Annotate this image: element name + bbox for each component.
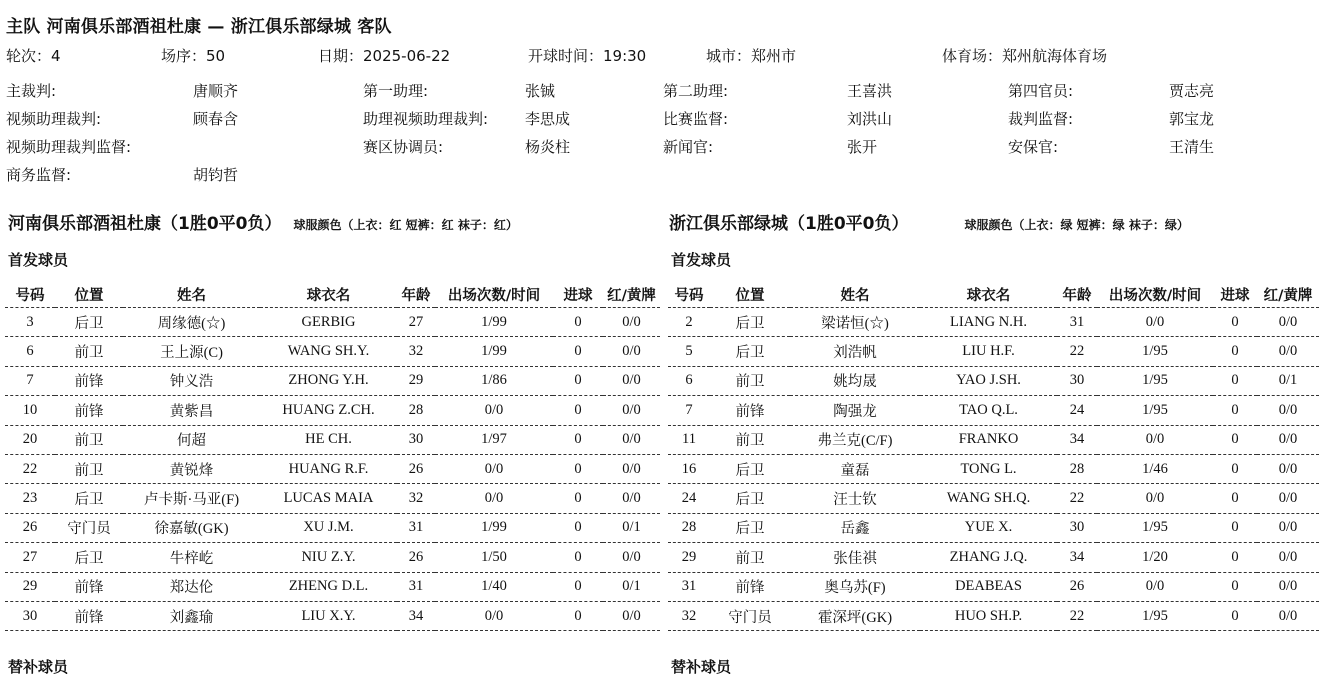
table-cell: 24 (668, 484, 710, 513)
table-cell: 31 (668, 572, 710, 601)
table-cell: 前锋 (55, 366, 123, 395)
table-cell: 31 (397, 513, 435, 542)
table-cell: ZHANG J.Q. (920, 543, 1057, 572)
official-name: 张铖 (525, 82, 556, 100)
table-cell: 陶强龙 (790, 396, 920, 425)
table-cell: HE CH. (260, 425, 397, 454)
table-cell: 黄紫昌 (123, 396, 260, 425)
away-team-name: 浙江俱乐部绿城（1胜0平0负） (669, 214, 909, 234)
table-cell: 30 (5, 601, 55, 630)
column-header: 球衣名 (920, 281, 1057, 308)
table-cell: 张佳祺 (790, 543, 920, 572)
table-header-row (5, 281, 660, 308)
official-role: 第二助理: (663, 82, 729, 100)
table-cell: 1/20 (1097, 543, 1213, 572)
table-cell: 0/0 (1257, 425, 1319, 454)
table-cell: 前卫 (710, 366, 790, 395)
official-name: 顾春含 (193, 110, 239, 128)
table-cell: 前卫 (55, 425, 123, 454)
table-cell: 1/50 (435, 543, 553, 572)
table-cell: 1/99 (435, 513, 553, 542)
city: 城市：郑州市 (706, 47, 797, 65)
table-cell: 7 (5, 366, 55, 395)
home-roster-table (5, 281, 660, 631)
table-cell: 0 (1213, 454, 1257, 483)
official-role: 赛区协调员: (363, 138, 444, 156)
table-cell: 28 (397, 396, 435, 425)
table-cell: 0/0 (1257, 454, 1319, 483)
table-cell: 前卫 (55, 337, 123, 366)
table-cell: 2 (668, 308, 710, 337)
table-cell: 梁诺恒(☆) (790, 308, 920, 337)
table-cell: 0 (1213, 484, 1257, 513)
page-title: 主队 河南俱乐部酒祖杜康 — 浙江俱乐部绿城 客队 (6, 17, 392, 37)
table-cell: 1/40 (435, 572, 553, 601)
table-cell: 28 (668, 513, 710, 542)
table-cell: 姚均晟 (790, 366, 920, 395)
table-cell: 0/0 (435, 454, 553, 483)
officials-row (0, 108, 1329, 130)
table-row (668, 513, 1319, 542)
table-cell: 0 (553, 366, 603, 395)
column-header: 年龄 (1057, 281, 1097, 308)
table-cell: 0/0 (603, 543, 660, 572)
table-cell: 1/95 (1097, 513, 1213, 542)
table-row (668, 396, 1319, 425)
table-cell: 23 (5, 484, 55, 513)
table-cell: 22 (1057, 601, 1097, 630)
table-cell: 0/0 (1257, 601, 1319, 630)
official-role: 第四官员: (1008, 82, 1074, 100)
table-cell: 29 (397, 366, 435, 395)
table-cell: 31 (397, 572, 435, 601)
stadium: 体育场：郑州航海体育场 (942, 47, 1108, 65)
table-row (5, 337, 660, 366)
table-cell: 32 (397, 337, 435, 366)
official-role: 主裁判: (6, 82, 57, 100)
table-cell: 26 (5, 513, 55, 542)
table-cell: ZHENG D.L. (260, 572, 397, 601)
table-cell: 0 (1213, 543, 1257, 572)
table-cell: 0 (1213, 601, 1257, 630)
table-cell: 0/0 (1257, 484, 1319, 513)
official-role: 新闻官: (663, 138, 714, 156)
table-cell: 0/0 (603, 454, 660, 483)
table-cell: 前锋 (55, 396, 123, 425)
table-cell: 29 (668, 543, 710, 572)
table-row (5, 484, 660, 513)
table-row (5, 396, 660, 425)
table-cell: HUO SH.P. (920, 601, 1057, 630)
table-cell: 1/95 (1097, 337, 1213, 366)
table-cell: 前卫 (55, 454, 123, 483)
home-starters-label: 首发球员 (8, 251, 69, 269)
table-cell: 0/0 (603, 337, 660, 366)
table-row (5, 513, 660, 542)
table-cell: 0/0 (1257, 337, 1319, 366)
table-cell: 0/0 (1257, 396, 1319, 425)
official-name: 刘洪山 (847, 110, 893, 128)
table-cell: 1/95 (1097, 396, 1213, 425)
table-cell: 0/0 (603, 484, 660, 513)
table-cell: XU J.M. (260, 513, 397, 542)
table-row (5, 366, 660, 395)
table-cell: 0/0 (1097, 484, 1213, 513)
table-cell: 6 (5, 337, 55, 366)
table-row (668, 337, 1319, 366)
table-cell: 0/0 (435, 601, 553, 630)
table-cell: 0 (553, 337, 603, 366)
home-kit-colors: 球服颜色（上衣：红 短裤：红 袜子：红） (293, 218, 518, 232)
table-cell: 刘浩帆 (790, 337, 920, 366)
table-cell: 0 (553, 513, 603, 542)
table-cell: 0/0 (435, 484, 553, 513)
table-cell: 1/95 (1097, 601, 1213, 630)
table-cell: 0/0 (1097, 425, 1213, 454)
table-cell: TAO Q.L. (920, 396, 1057, 425)
table-cell: 0/1 (603, 572, 660, 601)
table-row (5, 543, 660, 572)
table-cell: 1/46 (1097, 454, 1213, 483)
table-cell: 0 (553, 454, 603, 483)
table-cell: 0/0 (1097, 572, 1213, 601)
table-cell: 0 (1213, 337, 1257, 366)
table-cell: 前卫 (710, 425, 790, 454)
table-cell: 0/0 (603, 366, 660, 395)
table-cell: 31 (1057, 308, 1097, 337)
table-cell: 0 (553, 572, 603, 601)
table-cell: 34 (1057, 425, 1097, 454)
table-cell: 16 (668, 454, 710, 483)
table-cell: 30 (1057, 513, 1097, 542)
table-cell: 0/0 (435, 396, 553, 425)
table-cell: 26 (397, 454, 435, 483)
home-team-name: 河南俱乐部酒祖杜康（1胜0平0负） (8, 214, 282, 234)
column-header: 出场次数/时间 (435, 281, 553, 308)
table-row (5, 308, 660, 337)
table-cell: 22 (1057, 337, 1097, 366)
table-cell: 王上源(C) (123, 337, 260, 366)
table-cell: 何超 (123, 425, 260, 454)
table-cell: 3 (5, 308, 55, 337)
table-row (668, 425, 1319, 454)
round: 轮次：4 (6, 47, 61, 65)
table-cell: 0 (553, 543, 603, 572)
column-header: 位置 (55, 281, 123, 308)
table-cell: 34 (397, 601, 435, 630)
table-cell: 后卫 (710, 513, 790, 542)
official-name: 杨炎柱 (525, 138, 571, 156)
table-cell: 卢卡斯·马亚(F) (123, 484, 260, 513)
home-subs-label: 替补球员 (8, 658, 69, 676)
table-cell: 1/97 (435, 425, 553, 454)
officials-row (0, 80, 1329, 102)
official-name: 郭宝龙 (1169, 110, 1215, 128)
table-row (668, 366, 1319, 395)
column-header: 进球 (1213, 281, 1257, 308)
table-cell: 0 (553, 425, 603, 454)
official-role: 商务监督: (6, 166, 72, 184)
table-cell: 22 (1057, 484, 1097, 513)
table-cell: 10 (5, 396, 55, 425)
match-info (0, 45, 1329, 67)
table-cell: 1/99 (435, 308, 553, 337)
column-header: 球衣名 (260, 281, 397, 308)
table-cell: 前锋 (55, 601, 123, 630)
table-cell: 前锋 (710, 572, 790, 601)
table-cell: 黄锐烽 (123, 454, 260, 483)
table-cell: LIU H.F. (920, 337, 1057, 366)
table-cell: 0 (1213, 572, 1257, 601)
away-kit-colors: 球服颜色（上衣：绿 短裤：绿 袜子：绿） (964, 218, 1189, 232)
table-cell: YUE X. (920, 513, 1057, 542)
table-cell: 刘鑫瑜 (123, 601, 260, 630)
table-cell: 27 (397, 308, 435, 337)
table-cell: 20 (5, 425, 55, 454)
table-cell: 0/0 (603, 425, 660, 454)
table-row (5, 572, 660, 601)
table-cell: 0 (553, 484, 603, 513)
table-cell: 26 (1057, 572, 1097, 601)
table-cell: LIANG N.H. (920, 308, 1057, 337)
table-cell: TONG L. (920, 454, 1057, 483)
table-cell: 1/86 (435, 366, 553, 395)
table-cell: 岳鑫 (790, 513, 920, 542)
table-row (668, 543, 1319, 572)
table-cell: 0/1 (1257, 366, 1319, 395)
table-cell: 27 (5, 543, 55, 572)
table-cell: 32 (397, 484, 435, 513)
table-row (5, 454, 660, 483)
table-cell: 24 (1057, 396, 1097, 425)
official-name: 唐顺齐 (193, 82, 239, 100)
official-name: 王清生 (1169, 138, 1215, 156)
table-cell: LUCAS MAIA (260, 484, 397, 513)
table-cell: 28 (1057, 454, 1097, 483)
table-cell: 后卫 (55, 308, 123, 337)
table-cell: NIU Z.Y. (260, 543, 397, 572)
table-cell: 1/99 (435, 337, 553, 366)
column-header: 号码 (668, 281, 710, 308)
official-name: 李思成 (525, 110, 571, 128)
table-cell: 钟义浩 (123, 366, 260, 395)
away-roster-table (668, 281, 1319, 631)
official-role: 第一助理: (363, 82, 429, 100)
table-cell: 11 (668, 425, 710, 454)
column-header: 进球 (553, 281, 603, 308)
officials-row (0, 164, 1329, 186)
official-name: 胡钧哲 (193, 166, 239, 184)
table-cell: 弗兰克(C/F) (790, 425, 920, 454)
table-cell: 霍深坪(GK) (790, 601, 920, 630)
table-cell: 后卫 (710, 337, 790, 366)
table-cell: 34 (1057, 543, 1097, 572)
official-name: 张开 (847, 138, 878, 156)
table-cell: 0/0 (1097, 308, 1213, 337)
table-cell: 32 (668, 601, 710, 630)
table-cell: 22 (5, 454, 55, 483)
table-cell: 0/0 (1257, 572, 1319, 601)
home-team-header (8, 209, 518, 234)
column-header: 姓名 (123, 281, 260, 308)
table-cell: WANG SH.Y. (260, 337, 397, 366)
table-cell: 后卫 (55, 484, 123, 513)
table-cell: 0 (1213, 366, 1257, 395)
table-row (668, 601, 1319, 630)
table-cell: HUANG Z.CH. (260, 396, 397, 425)
match-date: 日期：2025-06-22 (318, 47, 451, 65)
table-cell: 守门员 (710, 601, 790, 630)
table-cell: 0 (553, 308, 603, 337)
table-cell: 0/0 (603, 308, 660, 337)
column-header: 红/黄牌 (603, 281, 660, 308)
table-cell: 前卫 (710, 543, 790, 572)
table-cell: 奥乌苏(F) (790, 572, 920, 601)
table-cell: 0 (553, 601, 603, 630)
official-name: 贾志亮 (1169, 82, 1215, 100)
table-cell: 0 (1213, 425, 1257, 454)
match-number: 场序：50 (161, 47, 226, 65)
table-cell: 0/0 (603, 601, 660, 630)
table-cell: LIU X.Y. (260, 601, 397, 630)
table-cell: 0 (553, 396, 603, 425)
table-row (5, 425, 660, 454)
official-role: 视频助理裁判: (6, 110, 102, 128)
table-cell: HUANG R.F. (260, 454, 397, 483)
column-header: 姓名 (790, 281, 920, 308)
table-cell: FRANKO (920, 425, 1057, 454)
away-subs-label: 替补球员 (671, 658, 732, 676)
table-cell: 26 (397, 543, 435, 572)
table-row (668, 308, 1319, 337)
table-cell: 29 (5, 572, 55, 601)
table-cell: 前锋 (710, 396, 790, 425)
away-starters-label: 首发球员 (671, 251, 732, 269)
table-row (668, 454, 1319, 483)
table-cell: 0 (1213, 396, 1257, 425)
table-cell: 童磊 (790, 454, 920, 483)
table-cell: 后卫 (710, 308, 790, 337)
column-header: 年龄 (397, 281, 435, 308)
official-role: 裁判监督: (1008, 110, 1074, 128)
table-cell: 0/0 (603, 396, 660, 425)
table-cell: 徐嘉敏(GK) (123, 513, 260, 542)
table-cell: YAO J.SH. (920, 366, 1057, 395)
table-cell: 0 (1213, 308, 1257, 337)
table-cell: 0/0 (1257, 543, 1319, 572)
official-role: 助理视频助理裁判: (363, 110, 489, 128)
table-cell: DEABEAS (920, 572, 1057, 601)
column-header: 出场次数/时间 (1097, 281, 1213, 308)
table-cell: GERBIG (260, 308, 397, 337)
table-cell: 0 (1213, 513, 1257, 542)
table-cell: 0/0 (1257, 308, 1319, 337)
table-cell: 30 (397, 425, 435, 454)
table-cell: 5 (668, 337, 710, 366)
table-row (668, 484, 1319, 513)
table-cell: 后卫 (55, 543, 123, 572)
column-header: 号码 (5, 281, 55, 308)
table-row (668, 572, 1319, 601)
table-cell: WANG SH.Q. (920, 484, 1057, 513)
official-role: 安保官: (1008, 138, 1059, 156)
official-role: 比赛监督: (663, 110, 729, 128)
table-cell: 7 (668, 396, 710, 425)
official-name: 王喜洪 (847, 82, 893, 100)
table-cell: ZHONG Y.H. (260, 366, 397, 395)
table-cell: 30 (1057, 366, 1097, 395)
column-header: 红/黄牌 (1257, 281, 1319, 308)
table-cell: 1/95 (1097, 366, 1213, 395)
table-cell: 后卫 (710, 454, 790, 483)
table-cell: 守门员 (55, 513, 123, 542)
table-row (5, 601, 660, 630)
table-cell: 郑达伦 (123, 572, 260, 601)
table-cell: 0/1 (603, 513, 660, 542)
table-cell: 后卫 (710, 484, 790, 513)
official-role: 视频助理裁判监督: (6, 138, 132, 156)
kickoff-time: 开球时间：19:30 (528, 47, 647, 65)
table-cell: 周缘德(☆) (123, 308, 260, 337)
table-cell: 6 (668, 366, 710, 395)
away-team-header (669, 209, 1189, 234)
officials-row (0, 136, 1329, 158)
table-cell: 0/0 (1257, 513, 1319, 542)
table-cell: 牛梓屹 (123, 543, 260, 572)
table-cell: 汪士钦 (790, 484, 920, 513)
table-cell: 前锋 (55, 572, 123, 601)
table-header-row (668, 281, 1319, 308)
column-header: 位置 (710, 281, 790, 308)
